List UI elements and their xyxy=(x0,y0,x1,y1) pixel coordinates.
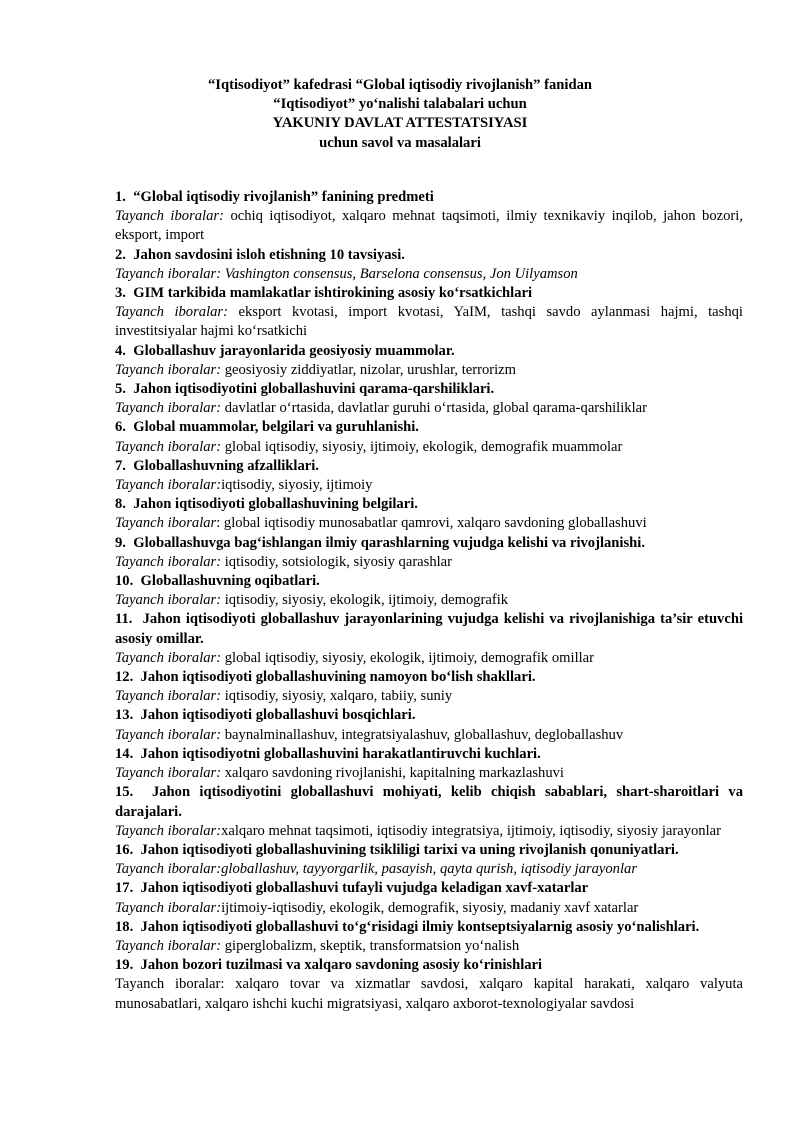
keywords-text: Vashington consensus, Barselona consensus, Jon Uilyamson xyxy=(221,265,578,282)
question-title-text: Jahon iqtisodiyotini globallashuvini qarama-qarshiliklari. xyxy=(133,381,495,398)
question-title xyxy=(115,495,743,514)
header-line-3: YAKUNIY DAVLAT ATTESTATSIYASI xyxy=(272,115,528,132)
question-item xyxy=(115,246,743,284)
keywords-text: xalqaro mehnat taqsimoti, iqtisodiy integratsiya, ijtimoiy, iqtisodiy, siyosiy jarayonlar xyxy=(221,822,721,839)
question-title xyxy=(115,457,743,476)
question-item xyxy=(115,572,743,610)
keywords-line xyxy=(115,207,743,245)
question-number: 15. xyxy=(115,784,134,801)
question-title-text: Jahon iqtisodiyoti globallashuvining namoyon bo‘lish shakllari. xyxy=(140,669,536,686)
keywords-text: geosiyosiy ziddiyatlar, nizolar, urushlar, terrorizm xyxy=(221,361,516,378)
keywords-line xyxy=(115,687,743,706)
question-number: 11. xyxy=(115,611,133,628)
question-title-text: Globallashuv jarayonlarida geosiyosiy muammolar. xyxy=(133,342,455,359)
question-number: 8. xyxy=(115,496,126,513)
question-title xyxy=(115,418,743,437)
question-title xyxy=(115,342,743,361)
keywords-label: Tayanch iboralar: xyxy=(115,438,222,455)
keywords-line xyxy=(115,361,743,380)
keywords-line xyxy=(115,399,743,418)
keywords-line xyxy=(115,764,743,783)
question-item xyxy=(115,534,743,572)
question-title-text: Jahon iqtisodiyotni globallashuvini harakatlantiruvchi kuchlari. xyxy=(140,745,541,762)
question-title xyxy=(115,745,743,764)
header-line-2: “Iqtisodiyot” yo‘nalishi talabalari uchun xyxy=(273,96,527,113)
question-title-text: Jahon iqtisodiyoti globallashuv jarayonlarining vujudga kelishi va rivojlanishiga ta’sir etuvchi asosiy omillar. xyxy=(115,611,744,647)
question-title-text: Jahon iqtisodiyoti globallashuvi tufayli vujudga keladigan xavf-xatarlar xyxy=(140,880,589,897)
keywords-text: xalqaro savdoning rivojlanishi, kapitalning markazlashuvi xyxy=(221,765,564,782)
header-line-1: “Iqtisodiyot” kafedrasi “Global iqtisodiy rivojlanish” fanidan xyxy=(208,77,592,93)
keywords-text: iqtisodiy, siyosiy, ekologik, ijtimoiy, demografik xyxy=(221,592,509,609)
keywords-line xyxy=(115,937,743,956)
keywords-line xyxy=(115,860,743,879)
question-title-text: Jahon iqtisodiyoti globallashuvining belgilari. xyxy=(133,496,418,513)
keywords-line xyxy=(115,822,743,841)
keywords-label: Tayanch iboralar: xyxy=(115,822,222,839)
header-line-4: uchun savol va masalalari xyxy=(319,134,481,151)
question-title-text: Jahon iqtisodiyotini globallashuvi mohiyati, kelib chiqish sabablari, shart-sharoitlari va darajalari. xyxy=(115,784,743,820)
keywords-label: Tayanch iboralar: xyxy=(115,688,222,705)
question-title-text: Jahon iqtisodiyoti globallashuvining tsikliligi tarixi va uning rivojlanish qonuniyatlari. xyxy=(140,841,679,858)
question-title-text: Globallashuvga bag‘ishlangan ilmiy qarashlarning vujudga kelishi va rivojlanishi. xyxy=(133,534,645,551)
keywords-label: Tayanch iboralar: xyxy=(115,477,222,494)
question-number: 1. xyxy=(115,189,126,205)
question-title xyxy=(115,918,743,937)
question-number: 12. xyxy=(115,669,134,686)
question-item xyxy=(115,841,743,879)
keywords-line xyxy=(115,591,743,610)
keywords-text: iqtisodiy, siyosiy, ijtimoiy xyxy=(221,477,373,494)
keywords-text: baynalminallashuv, integratsiyalashuv, globallashuv, degloballashuv xyxy=(221,726,624,743)
keywords-text: ochiq iqtisodiyot, xalqaro mehnat taqsimoti, ilmiy texnikaviy inqilob, jahon bozori, eksport, import xyxy=(115,208,743,244)
keywords-line xyxy=(115,514,743,533)
keywords-label: Tayanch iboralar: xyxy=(115,765,222,782)
question-number: 9. xyxy=(115,534,126,551)
keywords-label: Tayanch iboralar: xyxy=(115,649,222,666)
question-item xyxy=(115,188,743,246)
keywords-text: iqtisodiy, sotsiologik, siyosiy qarashlar xyxy=(221,553,453,570)
question-number: 17. xyxy=(115,880,134,897)
question-item xyxy=(115,380,743,418)
question-item xyxy=(115,284,743,342)
question-item xyxy=(115,342,743,380)
question-number: 2. xyxy=(115,246,126,263)
keywords-line xyxy=(115,975,743,1013)
question-item xyxy=(115,457,743,495)
question-title xyxy=(115,783,743,821)
question-title xyxy=(115,610,743,648)
question-item xyxy=(115,418,743,456)
question-number: 19. xyxy=(115,957,134,974)
question-number: 3. xyxy=(115,285,126,302)
keywords-label: Tayanch iboralar: xyxy=(115,265,222,282)
question-title xyxy=(115,706,743,725)
question-number: 4. xyxy=(115,342,126,359)
keywords-line xyxy=(115,553,743,572)
keywords-text: global iqtisodiy, siyosiy, ijtimoiy, ekologik, demografik muammolar xyxy=(221,438,623,455)
question-title-text: Globallashuvning afzalliklari. xyxy=(133,457,319,474)
question-title xyxy=(115,841,743,860)
keywords-text: Tayanch iboralar: xalqaro tovar va xizmatlar savdosi, xalqaro kapital harakati, xalqaro valyuta munosabatlari, xalqaro ishchi kuchi migratsiyasi, xalqaro axborot-texnologiyalar savdosi xyxy=(115,976,743,1012)
question-title-text: Globallashuvning oqibatlari. xyxy=(140,573,320,590)
keywords-line xyxy=(115,476,743,495)
keywords-line xyxy=(115,438,743,457)
keywords-label: Tayanch iboralar: xyxy=(115,400,222,417)
question-title-text: Jahon savdosini isloh etishning 10 tavsiyasi. xyxy=(133,246,405,263)
keywords-line xyxy=(115,726,743,745)
question-title xyxy=(115,284,743,303)
keywords-text: davlatlar o‘rtasida, davlatlar guruhi o‘rtasida, global qarama-qarshiliklar xyxy=(221,400,647,417)
question-title xyxy=(115,879,743,898)
keywords-label: Tayanch iboralar xyxy=(115,515,217,532)
keywords-label: Tayanch iboralar: xyxy=(115,208,224,225)
keywords-label: Tayanch iboralar: xyxy=(115,861,222,878)
keywords-text: iqtisodiy, siyosiy, xalqaro, tabiiy, suniy xyxy=(221,688,453,705)
keywords-text: eksport kvotasi, import kvotasi, YaIM, tashqi savdo aylanmasi hajmi, tashqi investitsiyalar hajmi ko‘rsatkichi xyxy=(115,304,743,340)
keywords-text: giperglobalizm, skeptik, transformatsion yo‘nalish xyxy=(221,937,520,954)
question-item xyxy=(115,783,743,841)
question-item xyxy=(115,956,743,1014)
keywords-text: global iqtisodiy, siyosiy, ekologik, ijtimoiy, demografik omillar xyxy=(221,649,595,666)
question-title xyxy=(115,188,743,207)
question-list xyxy=(115,188,743,1014)
keywords-label: Tayanch iboralar: xyxy=(115,937,222,954)
question-number: 6. xyxy=(115,419,126,436)
question-title xyxy=(115,668,743,687)
keywords-text: globallashuv, tayyorgarlik, pasayish, qayta qurish, iqtisodiy jarayonlar xyxy=(221,861,637,878)
keywords-label: Tayanch iboralar: xyxy=(115,361,222,378)
question-title-text: Global muammolar, belgilari va guruhlanishi. xyxy=(133,419,419,436)
question-item xyxy=(115,918,743,956)
question-item xyxy=(115,610,743,668)
keywords-line xyxy=(115,265,743,284)
question-number: 13. xyxy=(115,707,134,724)
question-title xyxy=(115,956,743,975)
question-title-text: Jahon iqtisodiyoti globallashuvi bosqichlari. xyxy=(140,707,416,724)
question-number: 14. xyxy=(115,745,134,762)
keywords-label: Tayanch iboralar: xyxy=(115,592,222,609)
keywords-label: Tayanch iboralar: xyxy=(115,899,222,916)
question-title-text: Jahon iqtisodiyoti globallashuvi to‘g‘risidagi ilmiy kontseptsiyalarnig asosiy yo‘nalishlari. xyxy=(140,918,700,935)
question-number: 7. xyxy=(115,457,126,474)
question-number: 10. xyxy=(115,573,134,590)
keywords-label: Tayanch iboralar: xyxy=(115,726,222,743)
keywords-line xyxy=(115,899,743,918)
question-title xyxy=(115,246,743,265)
question-item xyxy=(115,668,743,706)
question-number: 5. xyxy=(115,381,126,398)
keywords-line xyxy=(115,303,743,341)
question-item xyxy=(115,706,743,744)
keywords-text: ijtimoiy-iqtisodiy, ekologik, demografik, siyosiy, madaniy xavf xatarlar xyxy=(221,899,639,916)
question-number: 16. xyxy=(115,841,134,858)
question-title-text: “Global iqtisodiy rivojlanish” fanining predmeti xyxy=(133,189,434,205)
keywords-label: Tayanch iboralar: xyxy=(115,304,228,321)
question-number: 18. xyxy=(115,918,134,935)
keywords-text: : global iqtisodiy munosabatlar qamrovi, xalqaro savdoning globallashuvi xyxy=(216,515,647,532)
keywords-label: Tayanch iboralar: xyxy=(115,553,222,570)
question-item xyxy=(115,879,743,917)
keywords-line xyxy=(115,649,743,668)
question-item xyxy=(115,495,743,533)
question-item xyxy=(115,745,743,783)
question-title xyxy=(115,380,743,399)
question-title xyxy=(115,534,743,553)
question-title xyxy=(115,572,743,591)
question-title-text: GIM tarkibida mamlakatlar ishtirokining asosiy ko‘rsatkichlari xyxy=(133,285,533,302)
question-title-text: Jahon bozori tuzilmasi va xalqaro savdoning asosiy ko‘rinishlari xyxy=(140,957,543,974)
document-header xyxy=(0,76,800,153)
